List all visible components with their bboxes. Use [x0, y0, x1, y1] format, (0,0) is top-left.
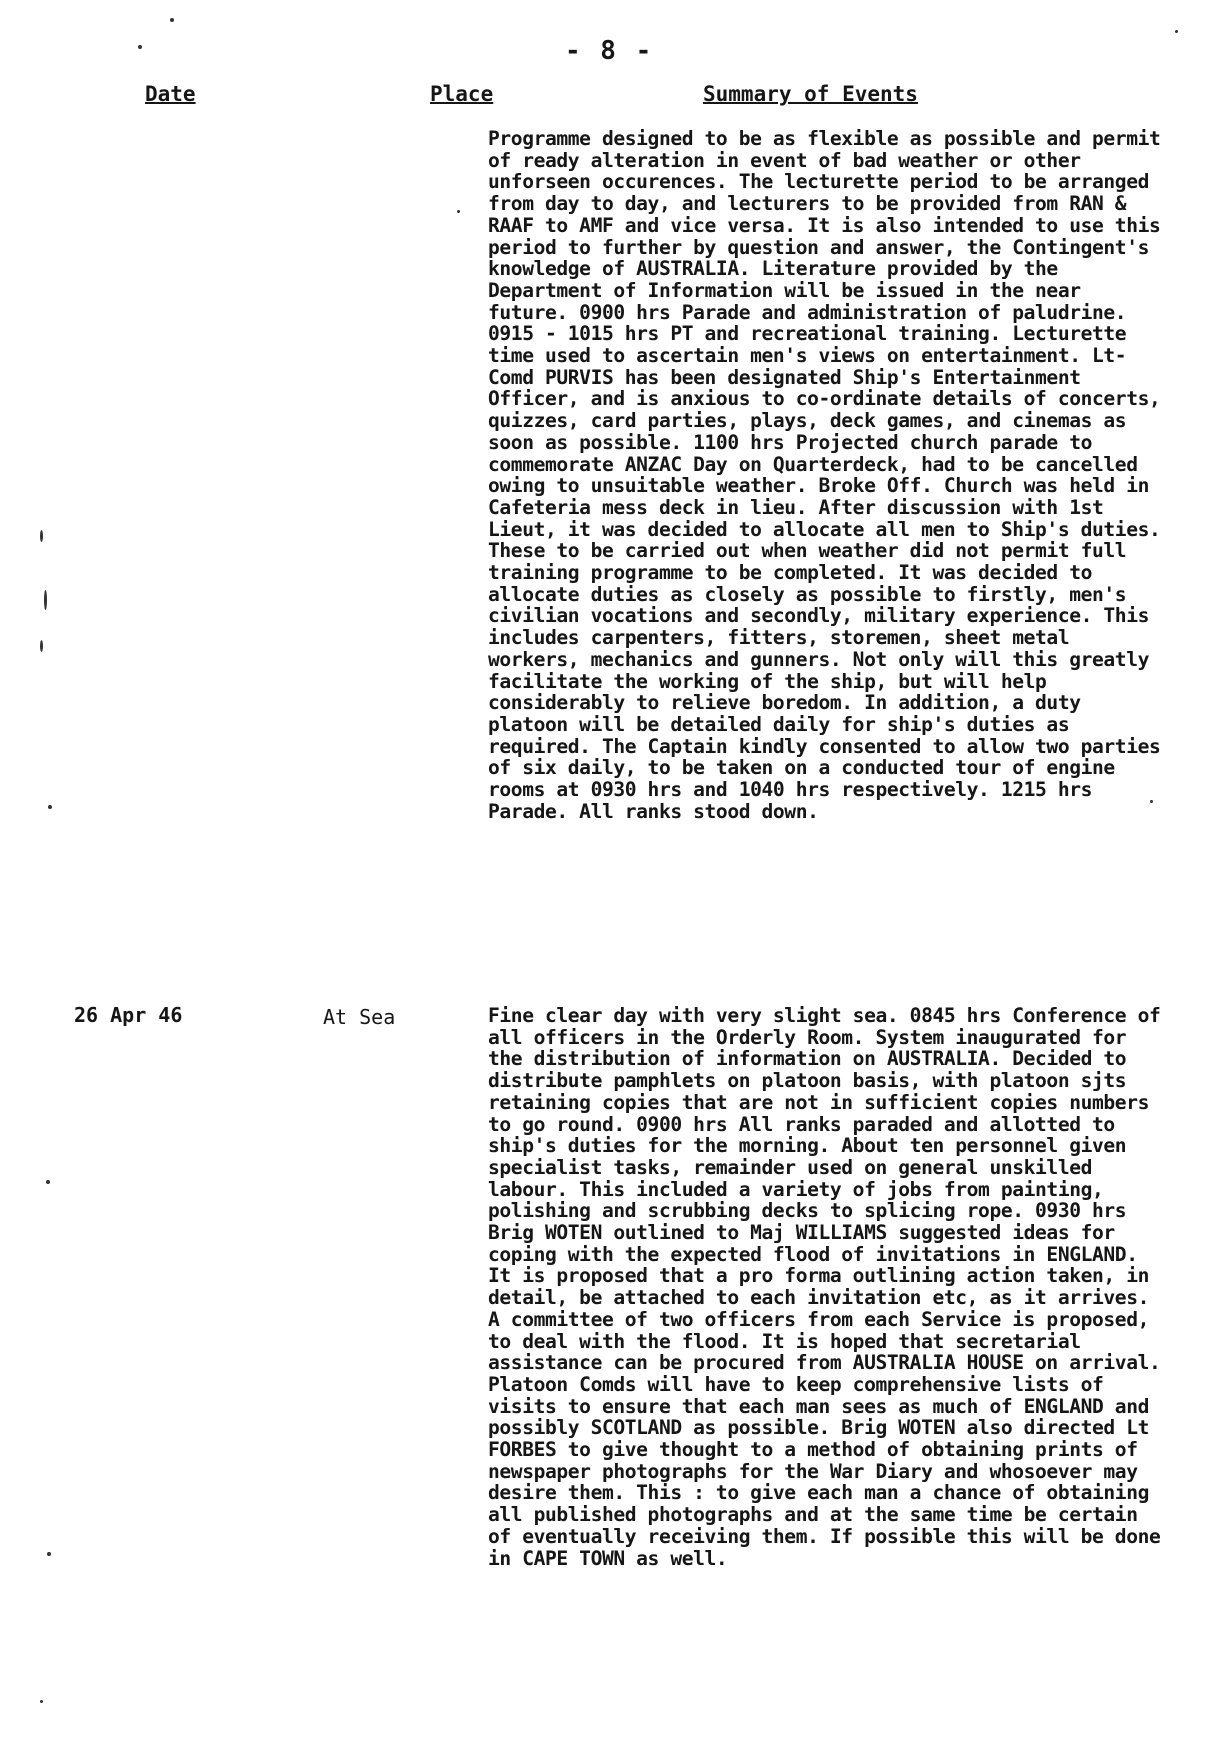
page-number: - 8 - — [565, 36, 654, 66]
column-header-date: Date — [145, 82, 196, 106]
column-header-summary: Summary of Events — [703, 82, 918, 106]
scan-speck — [40, 530, 43, 542]
scan-speck — [40, 640, 43, 652]
scan-speck — [1175, 30, 1178, 33]
scan-speck — [457, 210, 460, 213]
scan-speck — [46, 1180, 50, 1184]
scan-speck — [48, 805, 52, 809]
scan-speck — [138, 45, 142, 49]
scan-speck — [40, 1700, 43, 1703]
scan-speck — [1150, 800, 1153, 803]
scan-speck — [44, 590, 47, 610]
scan-speck — [47, 1552, 51, 1556]
entry-date: 26 Apr 46 — [74, 1003, 183, 1027]
entry-place: At Sea — [323, 1005, 396, 1029]
column-header-place: Place — [430, 82, 494, 106]
entry-summary-text: Programme designed to be as flexible as possible and permit of ready alteration in event of bad weather or other unforseen occurences. The lecturette period to be arranged from day to day, and lecturers to be provided from RAN & RAAF to AMF and vice versa. It is also intended to use this period to further by question and answer, the Contingent's knowledge of AUSTRALIA. Literature provided by the Department of Information will be issued in the near future. 0900 hrs Parade and administration of paludrine. 0915 - 1015 hrs PT and recreational training. Lecturette time used to ascertain men's views on entertainment. Lt-Comd PURVIS has been designated Ship's Entertainment Officer, and is anxious to co-ordinate details of concerts, quizzes, card parties, plays, deck games, and cinemas as soon as possible. 1100 hrs Projected church parade to commemorate ANZAC Day on Quarterdeck, had to be cancelled owing to unsuitable weather. Broke Off. Church was held in Cafeteria mess deck in lieu. After discussion with 1st Lieut, it was decided to allocate all men to Ship's duties. These to be carried out when weather did not permit full training programme to be completed. It was decided to allocate duties as closely as possible to firstly, men's civilian vocations and secondly, military experience. This includes carpenters, fitters, storemen, sheet metal workers, mechanics and gunners. Not only will this greatly facilitate the working of the ship, but will help considerably to relieve boredom. In addition, a duty platoon will be detailed daily for ship's duties as required. The Captain kindly consented to allow two parties of six daily, to be taken on a conducted tour of engine rooms at 0930 hrs and 1040 hrs respectively. 1215 hrs Parade. All ranks stood down. — [488, 127, 1161, 823]
scan-speck — [170, 18, 174, 22]
entry-summary-text: Fine clear day with very slight sea. 0845 hrs Conference of all officers in the Orderly Room. System inaugurated for the distribution of information on AUSTRALIA. Decided to distribute pamphlets on platoon basis, with platoon sjts retaining copies that are not in sufficient copies numbers to go round. 0900 hrs All ranks paraded and allotted to ship's duties for the morning. About ten personnel given specialist tasks, remainder used on general unskilled labour. This included a variety of jobs from painting, polishing and scrubbing decks to splicing rope. 0930 hrs Brig WOTEN outlined to Maj WILLIAMS suggested ideas for coping with the expected flood of invitations in ENGLAND. It is proposed that a pro forma outlining action taken, in detail, be attached to each invitation etc, as it arrives. A committee of two officers from each Service is proposed, to deal with the flood. It is hoped that secretarial assistance can be procured from AUSTRALIA HOUSE on arrival. Platoon Comds will have to keep comprehensive lists of visits to ensure that each man sees as much of ENGLAND and possibly SCOTLAND as possible. Brig WOTEN also directed Lt FORBES to give thought to a method of obtaining prints of newspaper photographs for the War Diary and whosoever may desire them. This : to give each man a chance of obtaining all published photographs and at the same time be certain of eventually receiving them. If possible this will be done in CAPE TOWN as well. — [488, 1004, 1161, 1570]
